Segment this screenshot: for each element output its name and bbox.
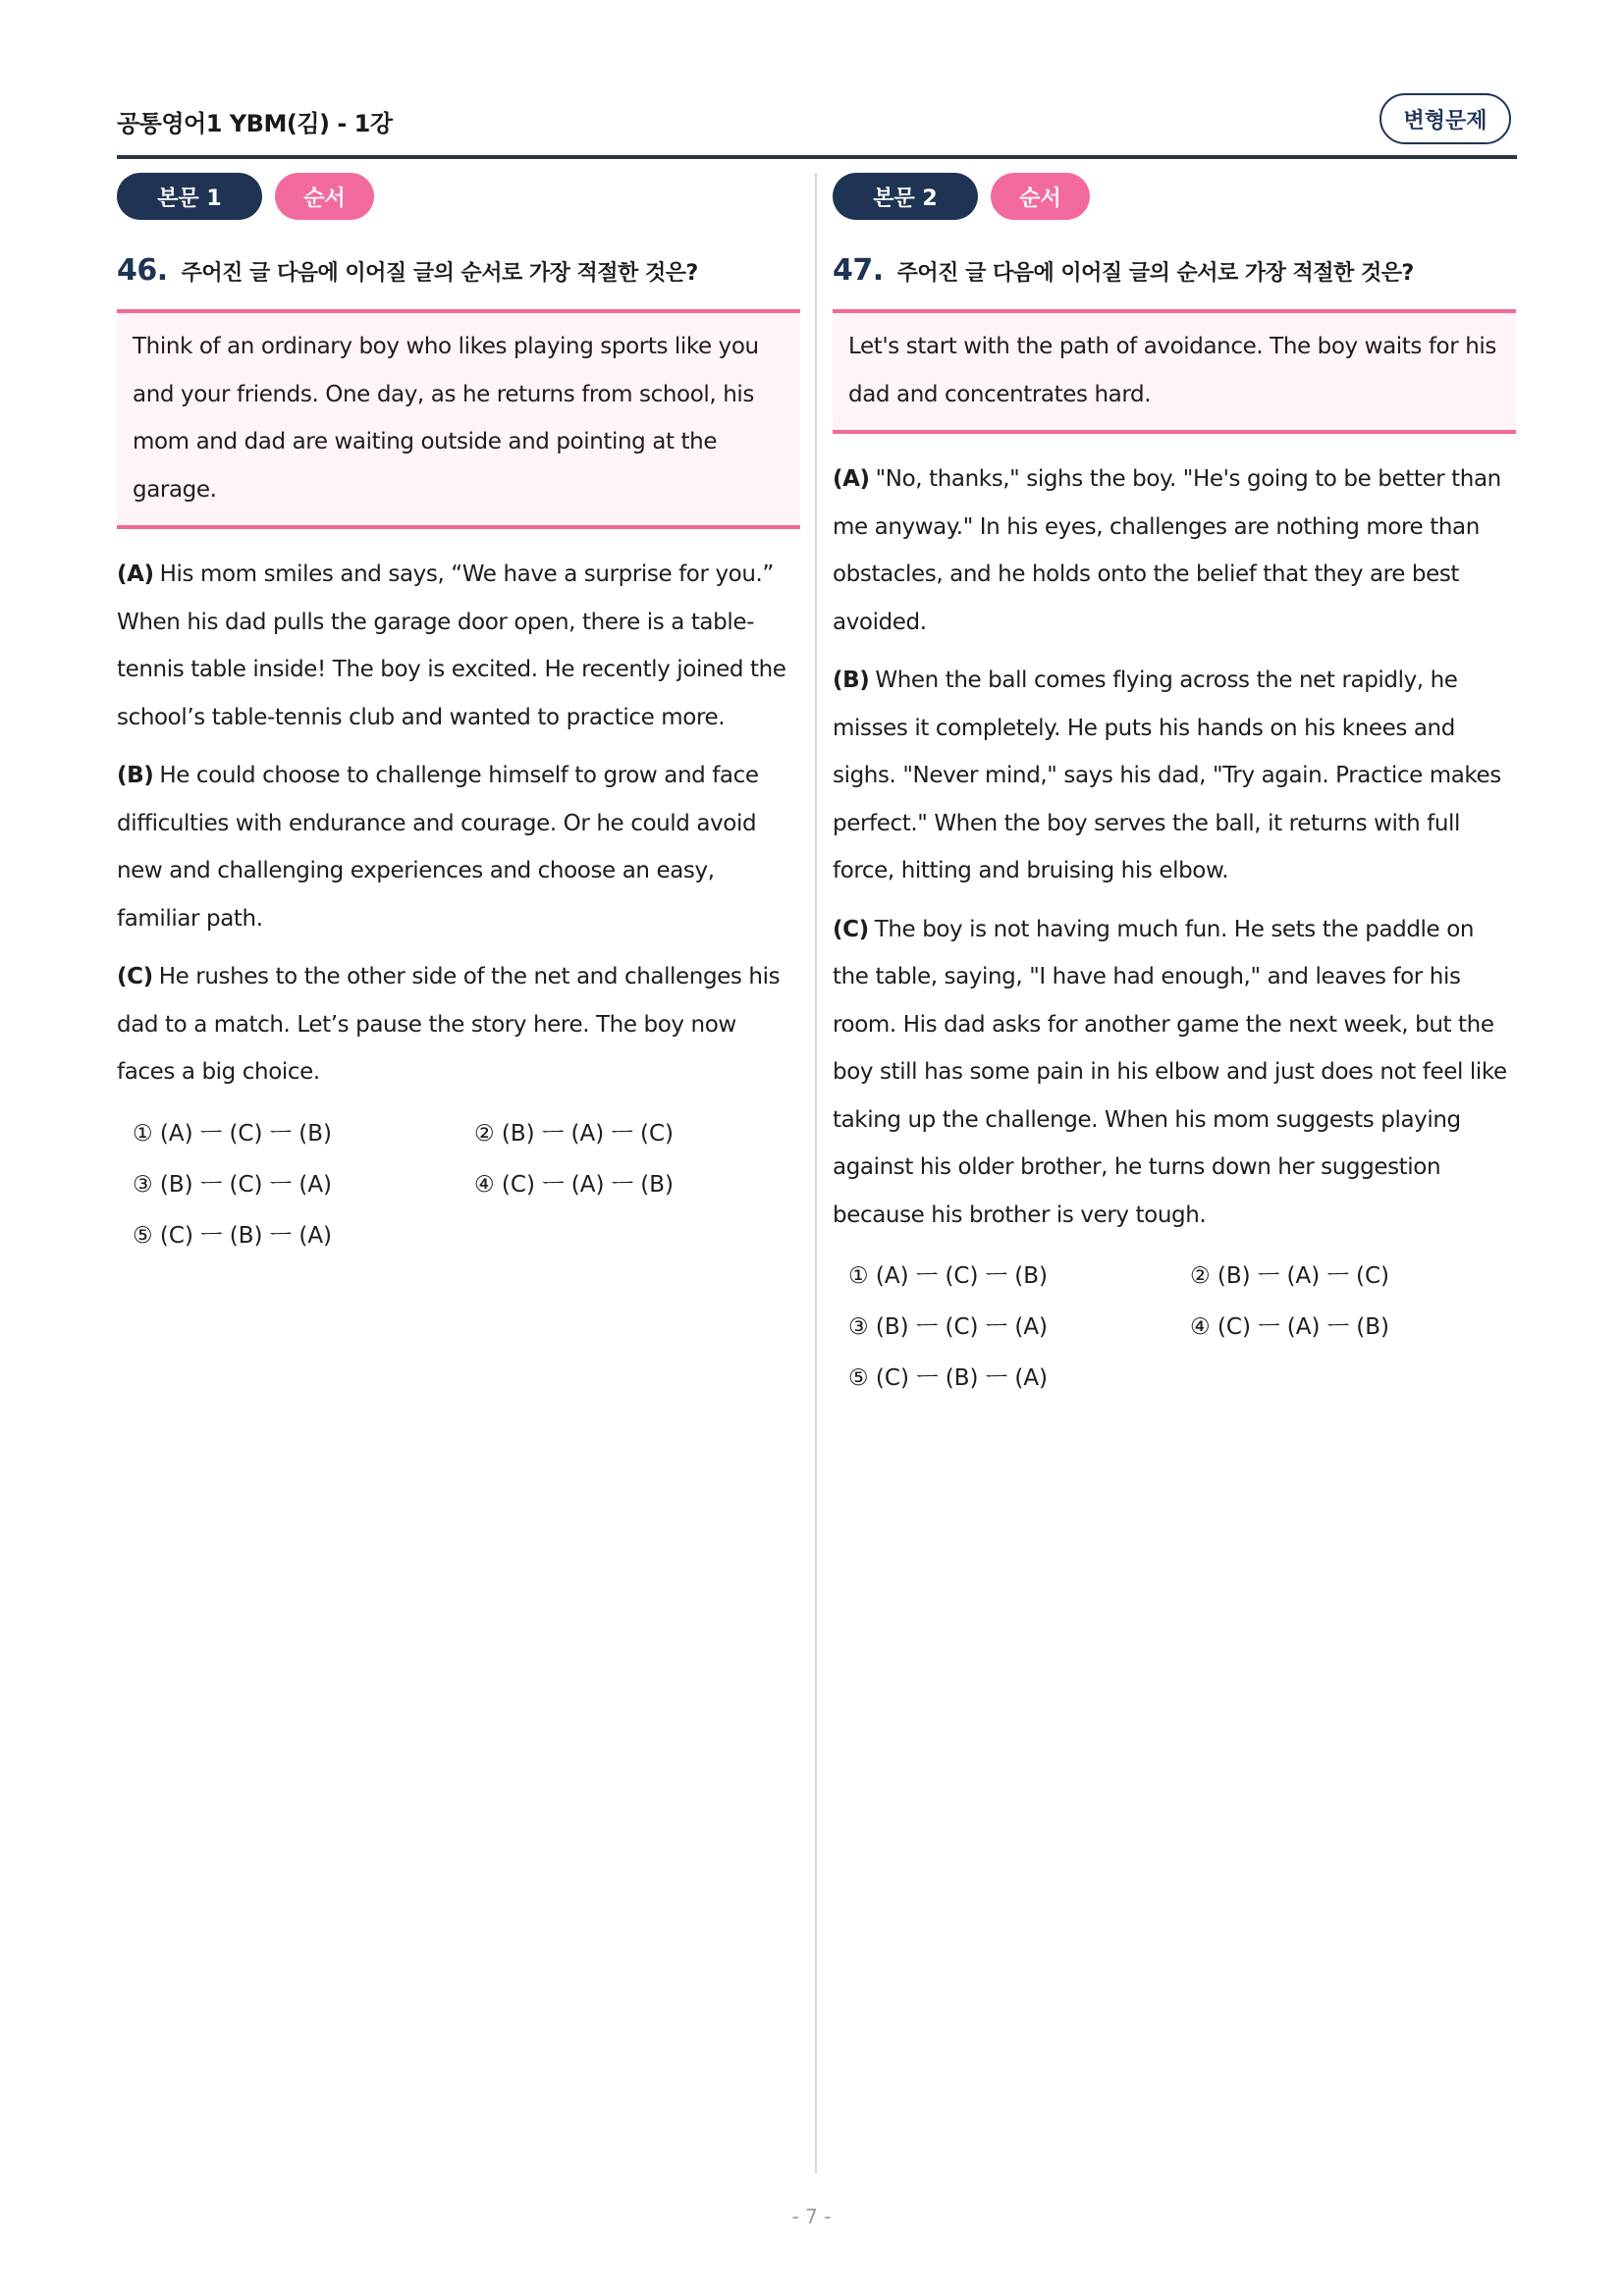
- category-badge: 변형문제: [1380, 93, 1511, 144]
- paragraph-label: (C): [117, 964, 153, 989]
- paragraph-label: (A): [833, 466, 870, 492]
- paragraph-text: His mom smiles and says, “We have a surprise for you.” When his dad pulls the garage door open, there is a table-tennis table inside! The boy is excited. He recently joined the school’s table-tennis club and wanted to practice more.: [117, 561, 786, 730]
- given-passage: Let's start with the path of avoidance. The boy waits for his dad and concentrates hard.: [833, 309, 1516, 434]
- question-type-tag: 순서: [275, 173, 374, 220]
- choice-4[interactable]: ④ (C) ㅡ (A) ㅡ (B): [474, 1171, 675, 1198]
- paragraph-text: The boy is not having much fun. He sets the paddle on the table, saying, "I have had enough," and leaves for his room. His dad asks for another game the next week, but the boy still has some pain in his elbow and just does not feel like taking up the challenge. When his mom suggests playing against his older brother, he turns down her suggestion because his brother is very tough.: [833, 916, 1507, 1228]
- paragraph-b: [117, 752, 800, 942]
- paragraph-c: [833, 906, 1516, 1240]
- choice-3[interactable]: ③ (B) ㅡ (C) ㅡ (A): [848, 1314, 1049, 1340]
- choice-2[interactable]: ② (B) ㅡ (A) ㅡ (C): [474, 1120, 675, 1147]
- header-divider: [117, 155, 1517, 159]
- question-prompt: 주어진 글 다음에 이어질 글의 순서로 가장 적절한 것은?: [181, 261, 698, 286]
- paragraph-label: (A): [117, 561, 154, 587]
- choice-4[interactable]: ④ (C) ㅡ (A) ㅡ (B): [1190, 1314, 1390, 1340]
- paragraph-label: (B): [117, 763, 154, 788]
- tag-row: [833, 173, 1516, 222]
- question-46-column: [117, 173, 800, 1257]
- paragraph-text: When the ball comes flying across the net rapidly, he misses it completely. He puts his hands on his knees and sighs. "Never mind," says his dad, "Try again. Practice makes perfect." When the boy serves the ball, it returns with full force, hitting and bruising his elbow.: [833, 667, 1501, 883]
- answer-choices: [117, 1112, 800, 1257]
- paragraph-a: [833, 455, 1516, 646]
- question-type-tag: 순서: [991, 173, 1090, 220]
- question-47-column: [833, 173, 1516, 1400]
- given-passage: Think of an ordinary boy who likes playing sports like you and your friends. One day, as he returns from school, his mom and dad are waiting outside and pointing at the garage.: [117, 309, 800, 529]
- choice-5[interactable]: ⑤ (C) ㅡ (B) ㅡ (A): [133, 1222, 333, 1249]
- paragraph-b: [833, 657, 1516, 895]
- question-prompt: 주어진 글 다음에 이어질 글의 순서로 가장 적절한 것은?: [896, 261, 1414, 286]
- paragraph-text: "No, thanks," sighs the boy. "He's going to be better than me anyway." In his eyes, challenges are nothing more than obstacles, and he holds onto the belief that they are best avoided.: [833, 466, 1501, 635]
- passage-tag: 본문 2: [833, 173, 978, 220]
- question-number: 46.: [117, 253, 168, 288]
- paragraph-label: (C): [833, 916, 869, 942]
- page-title: 공통영어1 YBM(김) - 1강: [117, 110, 393, 137]
- paragraph-text: He could choose to challenge himself to grow and face difficulties with endurance and courage. Or he could avoid new and challenging experiences and choose an easy, familiar path.: [117, 763, 759, 932]
- paragraph-label: (B): [833, 667, 870, 693]
- paragraph-c: [117, 953, 800, 1096]
- choice-3[interactable]: ③ (B) ㅡ (C) ㅡ (A): [133, 1171, 333, 1198]
- tag-row: [117, 173, 800, 222]
- choice-1[interactable]: ① (A) ㅡ (C) ㅡ (B): [848, 1263, 1049, 1289]
- question-number: 47.: [833, 253, 884, 288]
- question-heading: [833, 253, 1516, 288]
- passage-tag: 본문 1: [117, 173, 262, 220]
- page-number: - 7 -: [791, 2205, 832, 2228]
- question-heading: [117, 253, 800, 288]
- paragraph-a: [117, 551, 800, 741]
- paragraph-text: He rushes to the other side of the net and challenges his dad to a match. Let’s pause the story here. The boy now faces a big choice.: [117, 964, 781, 1085]
- answer-choices: [833, 1255, 1516, 1400]
- choice-2[interactable]: ② (B) ㅡ (A) ㅡ (C): [1190, 1263, 1390, 1289]
- choice-1[interactable]: ① (A) ㅡ (C) ㅡ (B): [133, 1120, 333, 1147]
- choice-5[interactable]: ⑤ (C) ㅡ (B) ㅡ (A): [848, 1365, 1049, 1391]
